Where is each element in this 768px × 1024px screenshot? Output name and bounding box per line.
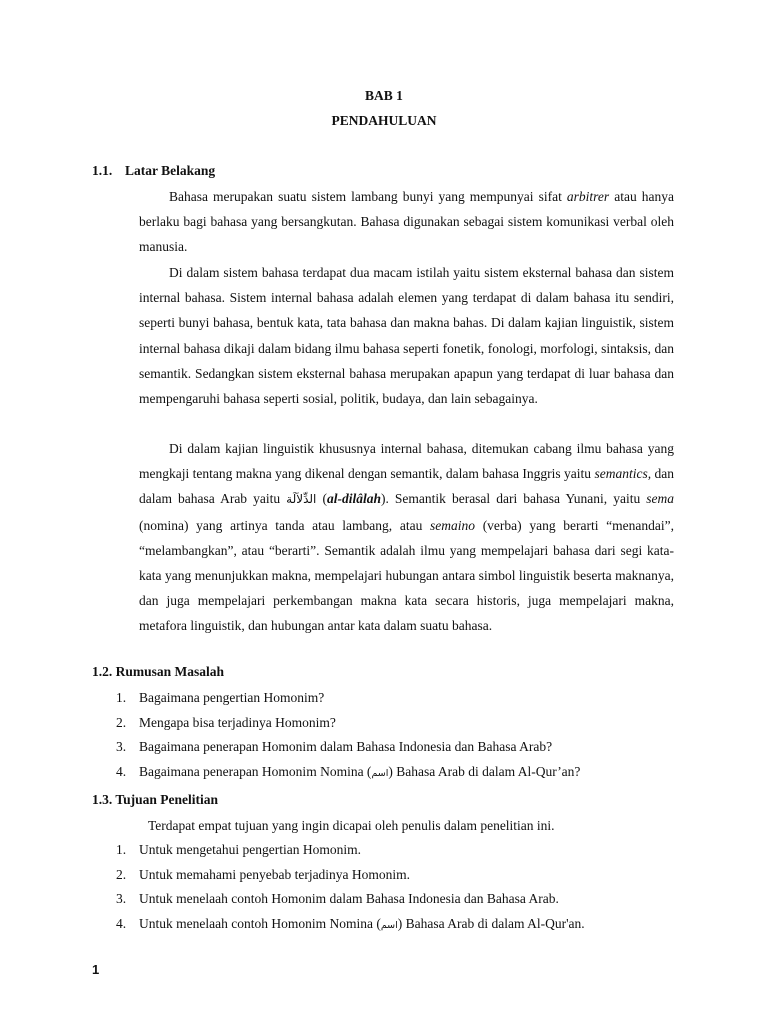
list-text: Bagaimana penerapan Homonim dalam Bahasa Indonesia dan Bahasa Arab? bbox=[139, 739, 553, 755]
italic-term: sema bbox=[646, 491, 675, 507]
list-text: ) Bahasa Arab di dalam Al-Qur’an? bbox=[388, 763, 581, 779]
list-number: 1. bbox=[116, 842, 127, 857]
list-text: Bagaimana pengertian Homonim? bbox=[139, 690, 325, 705]
list-number: 1. bbox=[116, 690, 127, 705]
list-item bbox=[116, 760, 580, 785]
list-item bbox=[116, 863, 585, 888]
italic-term: al-dilâlah bbox=[326, 491, 381, 507]
paragraph-text: Bahasa merupakan suatu sistem lambang bunyi yang mempunyai sifat bbox=[169, 189, 567, 204]
list-number: 2. bbox=[116, 866, 127, 882]
list-text: Untuk menelaah contoh Homonim Nomina ( bbox=[139, 915, 381, 931]
list-number: 2. bbox=[116, 714, 127, 730]
chapter-title: PENDAHULUAN bbox=[331, 113, 437, 128]
list-item bbox=[116, 735, 580, 760]
list-text: ) Bahasa Arab di dalam Al-Qur'an. bbox=[397, 915, 585, 931]
paragraph-1 bbox=[139, 184, 674, 260]
paragraph-2: Di dalam sistem bahasa terdapat dua macam istilah yaitu sistem eksternal bahasa dan sistem internal bahasa. Sistem internal bahasa adalah elemen yang terdapat di dalam bahasa itu sendiri, seperti bunyi bahasa, bentuk kata, tata bahasa dan makna bahas. Di dalam kajian linguistik, sistem internal bahasa dikaji dalam bidang ilmu bahasa seperti fonetik, fonologi, morfologi, sintaksis, dan semantik. Sedangkan sistem eksternal bahasa merupakan apapun yang terdapat di luar bahasa dan mempengaruhi bahasa seperti sosial, politik, budaya, dan lain sebagainya. bbox=[139, 265, 674, 407]
section-heading-rumusan-masalah: 1.2. Rumusan Masalah bbox=[92, 664, 225, 679]
list-item bbox=[116, 838, 585, 863]
paragraph-text: Di dalam kajian linguistik khususnya internal bahasa, ditemukan cabang ilmu bahasa yang mengkaji tentang makna yang dikenal dengan semantik, dalam bahasa Inggris yaitu bbox=[139, 441, 674, 482]
section-title: Latar Belakang bbox=[125, 163, 216, 178]
paragraph-text: atau hanya berlaku bagi bahasa yang bersangkutan. Bahasa digunakan sebagai sistem komunikasi verbal oleh manusia. bbox=[139, 189, 674, 255]
arabic-term: اسم bbox=[371, 767, 389, 779]
paragraph-text: ( bbox=[316, 491, 327, 507]
paragraph-text: ). Semantik berasal dari bahasa Yunani, yaitu bbox=[380, 491, 647, 507]
list-text: Mengapa bisa terjadinya Homonim? bbox=[139, 714, 336, 730]
paragraph-3 bbox=[139, 436, 674, 639]
arabic-term: الدِّلاَلَة bbox=[286, 492, 317, 507]
list-text: Bagaimana penerapan Homonim Nomina ( bbox=[139, 763, 372, 779]
list-item bbox=[116, 686, 580, 711]
section-heading-latar-belakang bbox=[92, 163, 215, 179]
paragraph-text: dan dalam bahasa Arab yaitu bbox=[139, 466, 674, 507]
list-text: Untuk menelaah contoh Homonim dalam Bahasa Indonesia dan Bahasa Arab. bbox=[139, 891, 559, 907]
list-item bbox=[116, 887, 585, 912]
list-number: 4. bbox=[116, 763, 127, 779]
arabic-term: اسم bbox=[380, 919, 398, 931]
section-heading-tujuan-penelitian: 1.3. Tujuan Penelitian bbox=[92, 792, 219, 807]
chapter-label: BAB 1 bbox=[365, 88, 403, 103]
tujuan-intro: Terdapat empat tujuan yang ingin dicapai oleh penulis dalam penelitian ini. bbox=[148, 818, 555, 833]
italic-term: semaino bbox=[430, 517, 476, 533]
page-number: 1 bbox=[92, 962, 100, 977]
italic-term: semantics, bbox=[594, 466, 652, 482]
paragraph-text: (nomina) yang artinya tanda atau lambang, atau bbox=[139, 517, 431, 533]
list-number: 3. bbox=[116, 739, 127, 755]
list-item bbox=[116, 912, 585, 937]
rumusan-masalah-list bbox=[116, 686, 580, 784]
italic-term: arbitrer bbox=[566, 189, 610, 204]
list-item bbox=[116, 711, 580, 736]
list-text: Untuk mengetahui pengertian Homonim. bbox=[139, 842, 361, 857]
section-number: 1.1. bbox=[92, 163, 113, 178]
tujuan-penelitian-list bbox=[116, 838, 585, 936]
list-text: Untuk memahami penyebab terjadinya Homonim. bbox=[139, 866, 411, 882]
list-number: 3. bbox=[116, 891, 127, 907]
list-number: 4. bbox=[116, 915, 127, 931]
paragraph-text: (verba) yang berarti “menandai”, “melambangkan”, atau “berarti”. Semantik adalah ilmu yang mempelajari bahasa dari segi kata-kata yang menunjukkan makna, mempelajari hubungan antara simbol linguistik beserta maknanya, dan juga mempelajari perkembangan makna kata secara historis, juga mempelajari makna, metafora linguistik, dan hubungan antar kata dalam suatu bahasa. bbox=[139, 517, 674, 634]
